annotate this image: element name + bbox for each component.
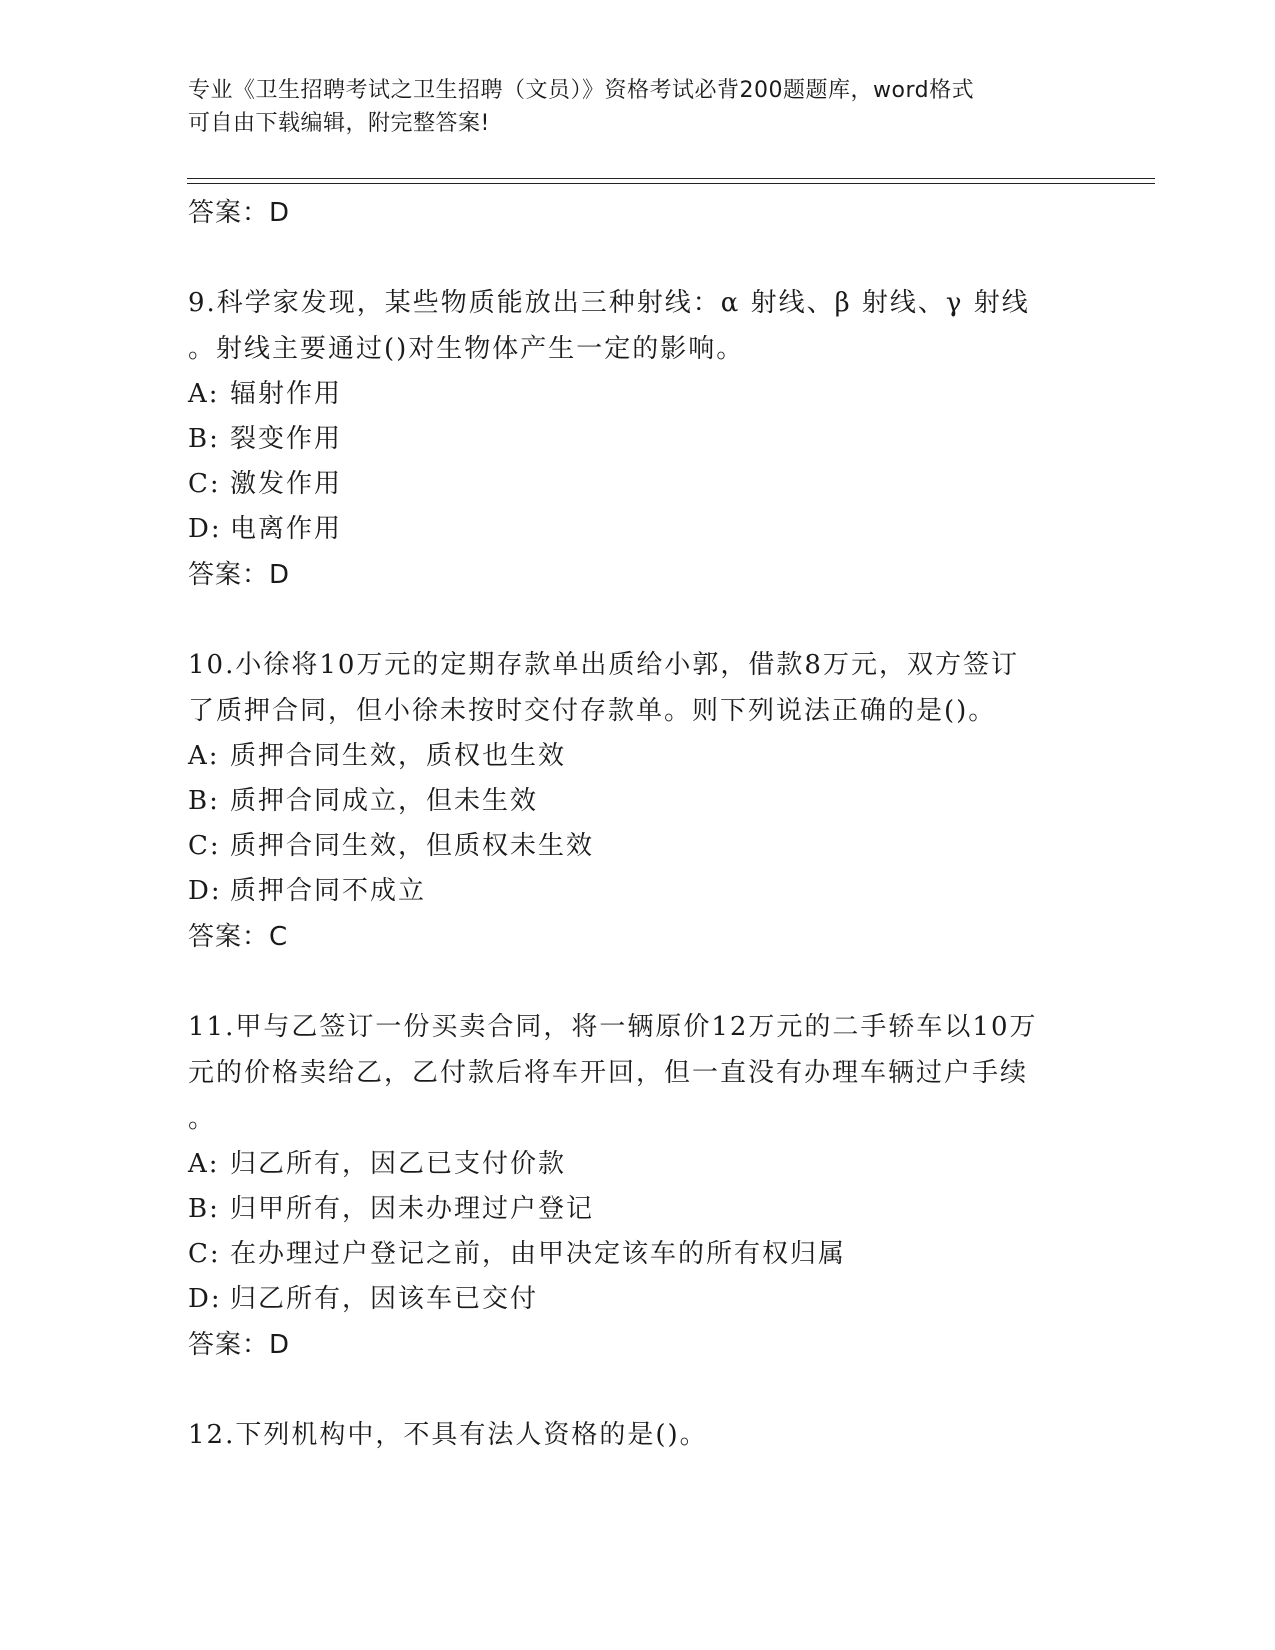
option-key: A: [188,379,220,409]
answer-line: 答案：D [188,560,291,590]
option-key: B: [188,1194,220,1224]
question-10 [188,642,1088,960]
option-key: A: [188,741,220,771]
header-rule-bottom [187,183,1155,184]
option-b [188,417,1088,462]
option-key: C: [188,469,221,499]
option-b [188,779,1088,824]
option-key: B: [188,424,220,454]
option-text: 质押合同生效，但质权未生效 [230,831,595,861]
option-text: 归乙所有，因乙已支付价款 [230,1149,567,1179]
stem-line: 12.下列机构中，不具有法人资格的是()。 [188,1420,708,1450]
question-list [188,190,1088,1458]
option-d [188,869,1088,914]
option-text: 裂变作用 [230,424,343,454]
header-line-2: 可自由下载编辑，附完整答案! [188,111,490,136]
option-text: 辐射作用 [230,379,343,409]
option-key: A: [188,1149,220,1179]
option-d [188,507,1088,552]
option-text: 归乙所有，因该车已交付 [230,1284,539,1314]
option-a [188,1142,1088,1187]
answer-line: 答案：D [188,1330,291,1360]
option-a [188,734,1088,779]
option-key: D: [188,876,222,906]
stem-line: 。射线主要通过()对生物体产生一定的影响。 [188,334,745,364]
option-text: 质押合同不成立 [230,876,427,906]
option-key: B: [188,786,220,816]
option-b [188,1187,1088,1232]
option-text: 激发作用 [230,469,343,499]
option-key: D: [188,514,222,544]
question-11 [188,1004,1088,1368]
question-stem [188,280,1088,372]
question-stem [188,1004,1088,1142]
stem-line: 元的价格卖给乙，乙付款后将车开回，但一直没有办理车辆过户手续 [188,1058,1029,1088]
option-c [188,462,1088,507]
option-a [188,372,1088,417]
option-key: D: [188,1284,222,1314]
option-key: C: [188,1239,221,1269]
option-c [188,1232,1088,1277]
option-text: 在办理过户登记之前，由甲决定该车的所有权归属 [230,1239,847,1269]
option-c [188,824,1088,869]
option-text: 质押合同成立，但未生效 [230,786,539,816]
question-12 [188,1412,1088,1458]
document-header [188,74,1088,140]
answer-line: 答案：D [188,198,291,228]
option-key: C: [188,831,221,861]
answer-line: 答案：C [188,922,289,952]
stem-line: 9.科学家发现，某些物质能放出三种射线：α 射线、β 射线、γ 射线 [188,288,1030,318]
question-9 [188,280,1088,598]
header-rule-top [187,178,1155,179]
option-text: 归甲所有，因未办理过户登记 [230,1194,595,1224]
question-stem [188,1412,1088,1458]
stem-line: 10.小徐将10万元的定期存款单出质给小郭，借款8万元，双方签订 [188,650,1019,680]
option-text: 电离作用 [230,514,343,544]
stem-line: 了质押合同，但小徐未按时交付存款单。则下列说法正确的是()。 [188,696,997,726]
option-text: 质押合同生效，质权也生效 [230,741,567,771]
stem-line: 11.甲与乙签订一份买卖合同，将一辆原价12万元的二手轿车以10万 [188,1012,1038,1042]
question-stem [188,642,1088,734]
header-line-1: 专业《卫生招聘考试之卫生招聘（文员）》资格考试必背200题题库，word格式 [188,78,975,103]
option-d [188,1277,1088,1322]
stem-line: 。 [188,1104,217,1134]
